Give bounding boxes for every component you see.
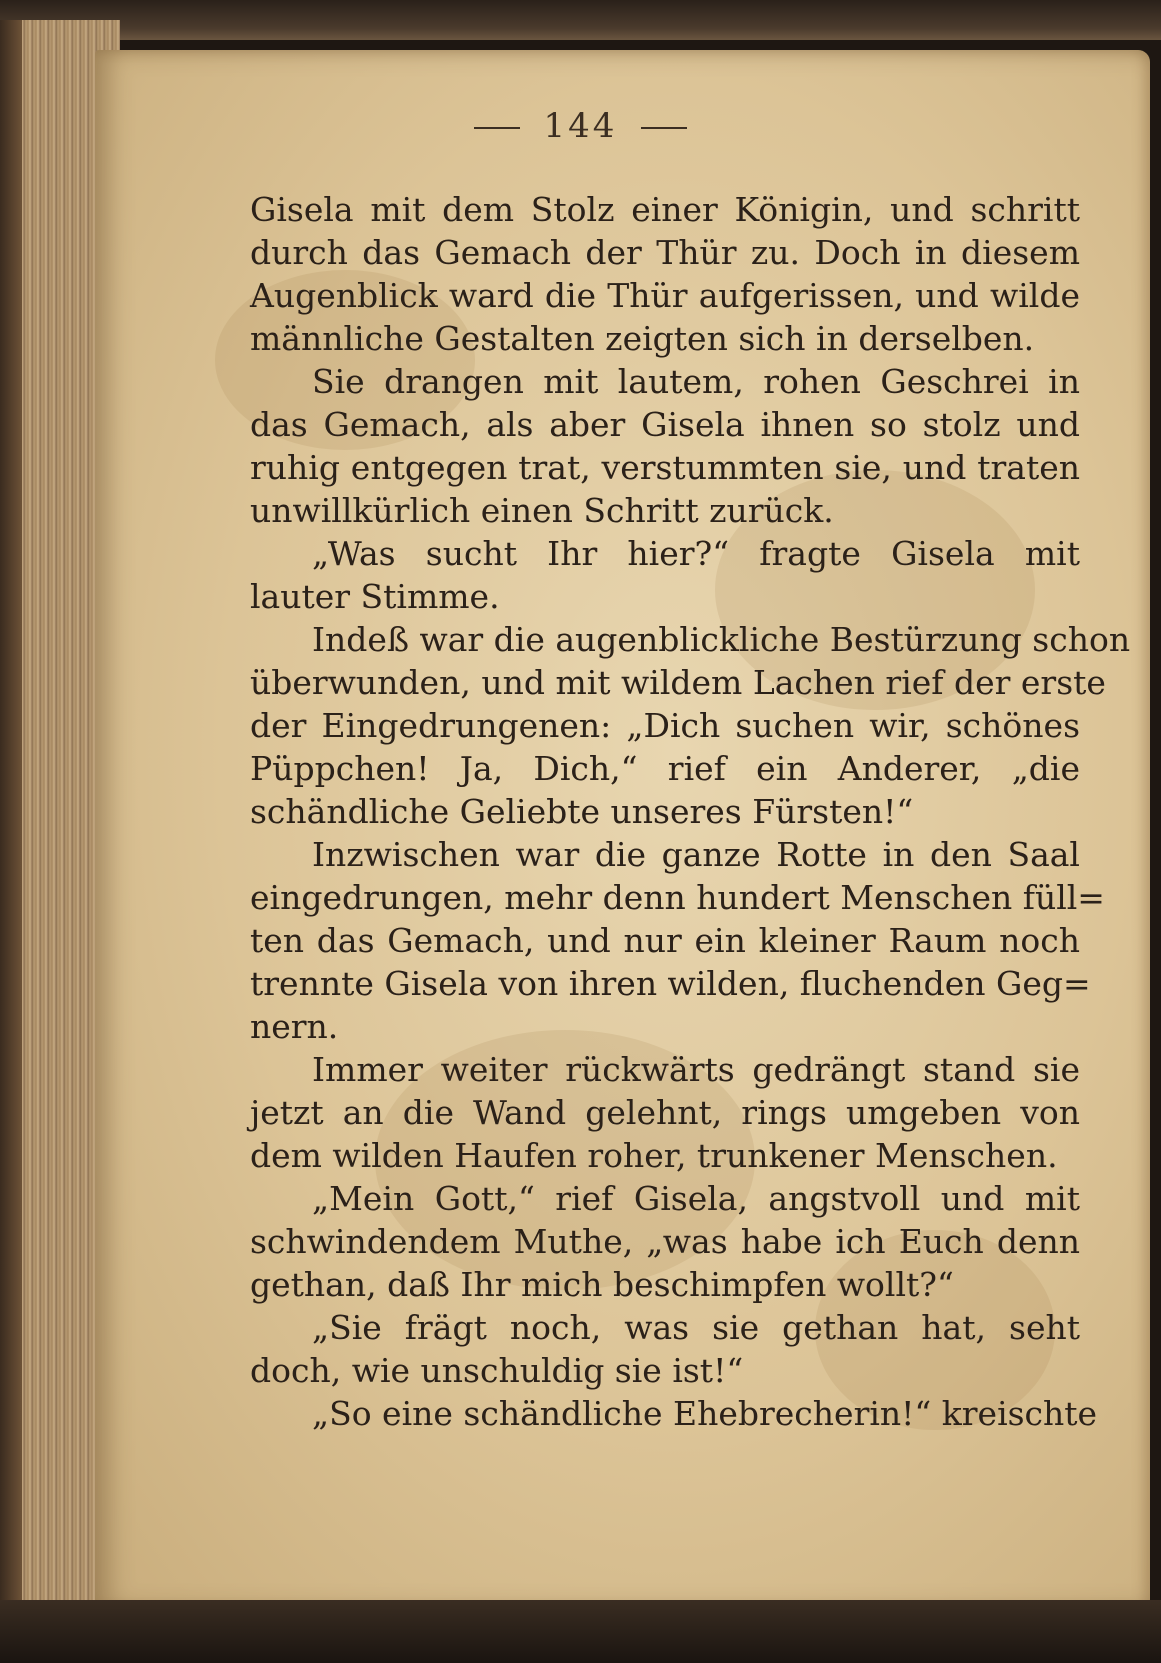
text-line: überwunden, und mit wildem Lachen rief der erste (250, 663, 1106, 702)
text-line: trennte Gisela von ihren wilden, fluchenden Geg= (250, 964, 1091, 1003)
text-line: der Eingedrungenen: „Dich suchen wir, schönes (250, 706, 1080, 745)
text-line: „Sie frägt noch, was sie gethan hat, seht (312, 1308, 1080, 1347)
text-line: durch das Gemach der Thür zu. Doch in diesem (250, 233, 1080, 272)
text-line: Augenblick ward die Thür aufgerissen, und wilde (250, 276, 1080, 315)
page-number: 144 (543, 106, 618, 146)
text-line: Indeß war die augenblickliche Bestürzung schon (312, 620, 1131, 659)
text-line: männliche Gestalten zeigten sich in derselben. (250, 319, 1035, 358)
text-line: nern. (250, 1007, 339, 1046)
text-line: ten das Gemach, und nur ein kleiner Raum noch (250, 921, 1080, 960)
text-line: jetzt an die Wand gelehnt, rings umgeben von (250, 1093, 1080, 1132)
body-text (250, 188, 1131, 1435)
book-cover-top (0, 0, 1161, 40)
text-line: Sie drangen mit lautem, rohen Geschrei in (312, 362, 1080, 401)
text-line: „Mein Gott,“ rief Gisela, angstvoll und mit (312, 1179, 1080, 1218)
book-cover-bottom (0, 1600, 1161, 1663)
text-line: lauter Stimme. (250, 577, 500, 616)
text-line: gethan, daß Ihr mich beschimpfen wollt?“ (250, 1265, 954, 1304)
text-line: Inzwischen war die ganze Rotte in den Saal (312, 835, 1080, 874)
text-line: unwillkürlich einen Schritt zurück. (250, 491, 834, 530)
text-line: das Gemach, als aber Gisela ihnen so stolz und (250, 405, 1080, 444)
text-line: dem wilden Haufen roher, trunkener Menschen. (250, 1136, 1058, 1175)
text-line: ruhig entgegen trat, verstummten sie, und traten (250, 448, 1080, 487)
text-line: schwindendem Muthe, „was habe ich Euch denn (250, 1222, 1080, 1261)
text-line: „Was sucht Ihr hier?“ fragte Gisela mit (312, 534, 1080, 573)
header-dash-right (641, 127, 687, 129)
text-line: eingedrungen, mehr denn hundert Menschen füll= (250, 878, 1105, 917)
text-line: Immer weiter rückwärts gedrängt stand sie (312, 1050, 1080, 1089)
text-line: Püppchen! Ja, Dich,“ rief ein Anderer, „die (250, 749, 1080, 788)
page-header (0, 106, 1161, 146)
text-line: schändliche Geliebte unseres Fürsten!“ (250, 792, 914, 831)
header-dash-left (474, 127, 520, 129)
text-line: „So eine schändliche Ehebrecherin!“ kreischte (312, 1394, 1098, 1433)
text-line: doch, wie unschuldig sie ist!“ (250, 1351, 744, 1390)
text-line: Gisela mit dem Stolz einer Königin, und schritt (250, 190, 1080, 229)
